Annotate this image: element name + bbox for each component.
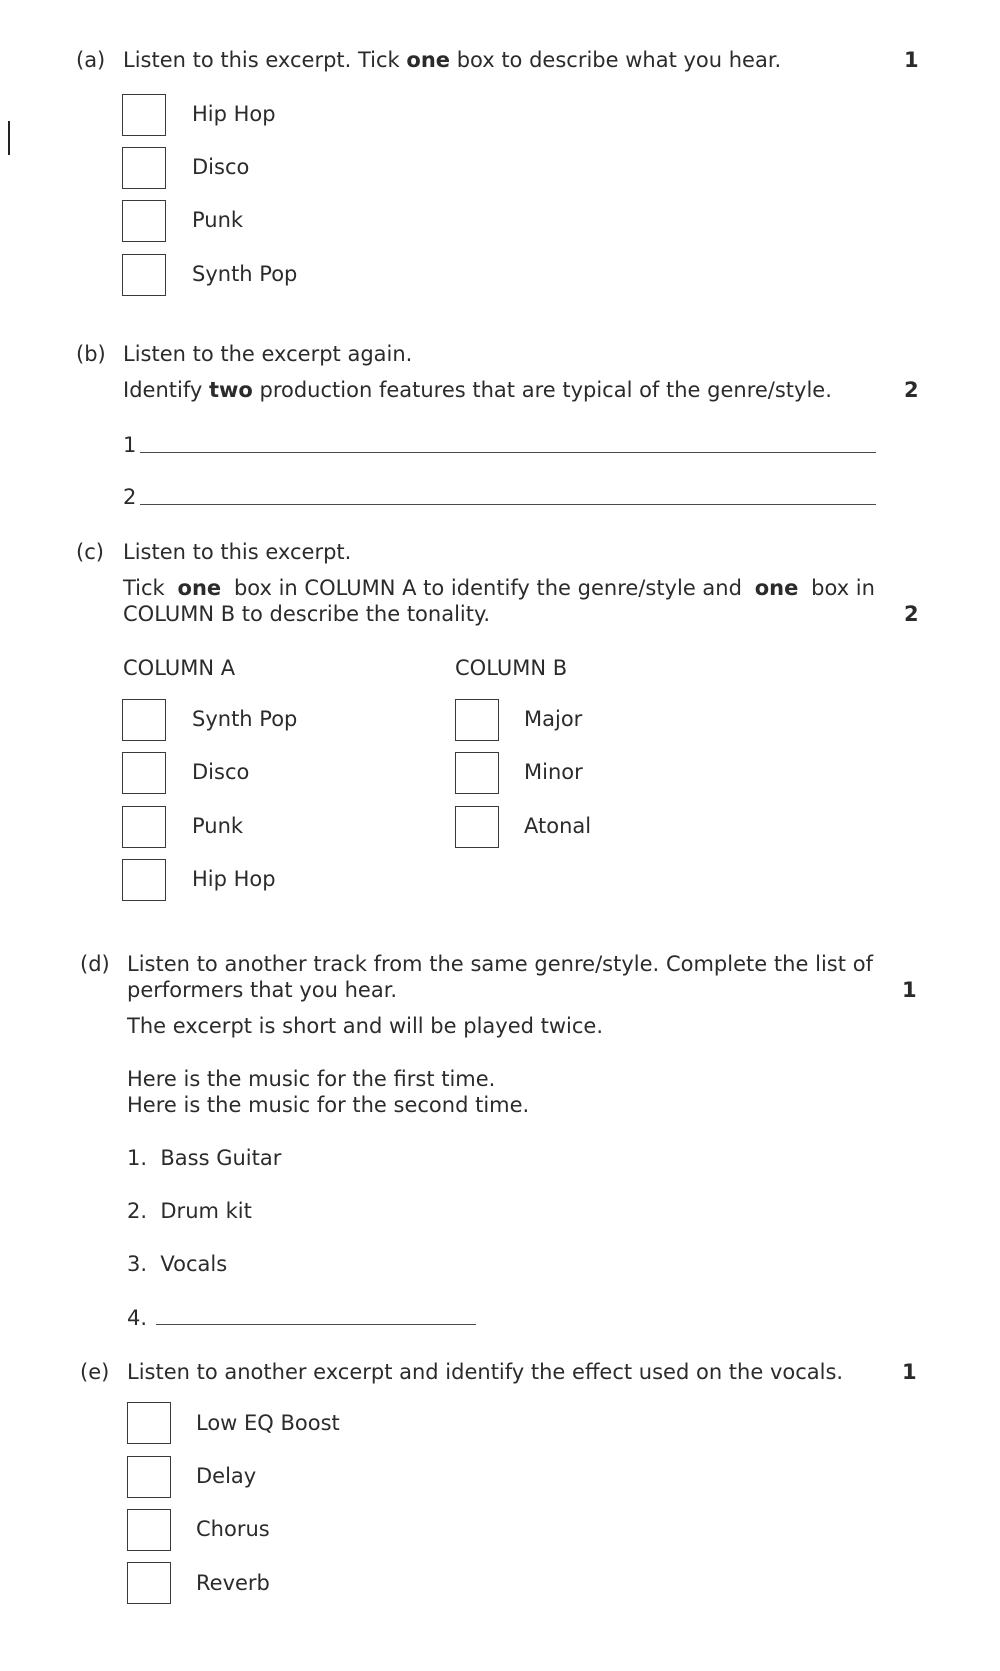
option-label: Punk: [192, 814, 244, 838]
checkbox-a-hip-hop[interactable]: [122, 94, 166, 136]
option-label: Disco: [192, 155, 250, 179]
question-d-line2: performers that you hear.: [127, 978, 398, 1002]
answer-line-2[interactable]: [140, 504, 876, 505]
checkbox-e-reverb[interactable]: [127, 1562, 171, 1604]
question-b-line1: Listen to the excerpt again.: [123, 342, 413, 366]
list-item: 4.: [127, 1306, 148, 1330]
question-e-text: Listen to another excerpt and identify the effect used on the vocals.: [127, 1360, 844, 1384]
question-d-line4: Here is the music for the first time.: [127, 1067, 496, 1091]
option-label: Minor: [524, 760, 583, 784]
option-label: Low EQ Boost: [196, 1411, 340, 1435]
question-b-marks: 2: [904, 378, 919, 402]
option-label: Reverb: [196, 1571, 270, 1595]
checkbox-c-synth-pop[interactable]: [122, 699, 166, 741]
answer-number: 2: [123, 485, 137, 509]
checkbox-e-chorus[interactable]: [127, 1509, 171, 1551]
option-label: Punk: [192, 208, 244, 232]
option-label: Disco: [192, 760, 250, 784]
checkbox-c-hip-hop[interactable]: [122, 859, 166, 901]
answer-number: 1: [123, 433, 137, 457]
question-a-text: Listen to this excerpt. Tick one box to describe what you hear.: [123, 48, 782, 72]
question-d-line5: Here is the music for the second time.: [127, 1093, 530, 1117]
list-item: 2. Drum kit: [127, 1199, 252, 1223]
question-d-line1: Listen to another track from the same genre/style. Complete the list of: [127, 952, 873, 976]
option-label: Hip Hop: [192, 102, 276, 126]
question-b-letter: (b): [76, 342, 106, 366]
checkbox-c-major[interactable]: [455, 699, 499, 741]
checkbox-e-low-eq-boost[interactable]: [127, 1402, 171, 1444]
option-label: Chorus: [196, 1517, 270, 1541]
column-a-header: COLUMN A: [123, 656, 236, 680]
question-d-letter: (d): [80, 952, 110, 976]
option-label: Synth Pop: [192, 262, 298, 286]
checkbox-a-punk[interactable]: [122, 200, 166, 242]
option-label: Hip Hop: [192, 867, 276, 891]
option-label: Major: [524, 707, 583, 731]
checkbox-c-disco[interactable]: [122, 752, 166, 794]
checkbox-a-synth-pop[interactable]: [122, 254, 166, 296]
text-cursor: [8, 121, 10, 155]
question-a-marks: 1: [904, 48, 919, 72]
question-c-line2: Tick one box in COLUMN A to identify the genre/style and one box in: [123, 576, 875, 600]
question-d-marks: 1: [902, 978, 917, 1002]
option-label: Synth Pop: [192, 707, 298, 731]
question-c-marks: 2: [904, 602, 919, 626]
question-d-line3: The excerpt is short and will be played twice.: [127, 1014, 604, 1038]
checkbox-c-minor[interactable]: [455, 752, 499, 794]
question-c-letter: (c): [76, 540, 104, 564]
checkbox-a-disco[interactable]: [122, 147, 166, 189]
checkbox-c-atonal[interactable]: [455, 806, 499, 848]
question-e-letter: (e): [80, 1360, 110, 1384]
checkbox-e-delay[interactable]: [127, 1456, 171, 1498]
column-b-header: COLUMN B: [455, 656, 568, 680]
checkbox-c-punk[interactable]: [122, 806, 166, 848]
list-item: 3. Vocals: [127, 1252, 228, 1276]
question-a-letter: (a): [76, 48, 106, 72]
question-c-line3: COLUMN B to describe the tonality.: [123, 602, 491, 626]
answer-line-performer[interactable]: [156, 1324, 476, 1325]
option-label: Delay: [196, 1464, 257, 1488]
question-c-line1: Listen to this excerpt.: [123, 540, 352, 564]
option-label: Atonal: [524, 814, 592, 838]
question-b-line2: Identify two production features that are typical of the genre/style.: [123, 378, 832, 402]
answer-line-1[interactable]: [140, 452, 876, 453]
question-e-marks: 1: [902, 1360, 917, 1384]
list-item: 1. Bass Guitar: [127, 1146, 282, 1170]
